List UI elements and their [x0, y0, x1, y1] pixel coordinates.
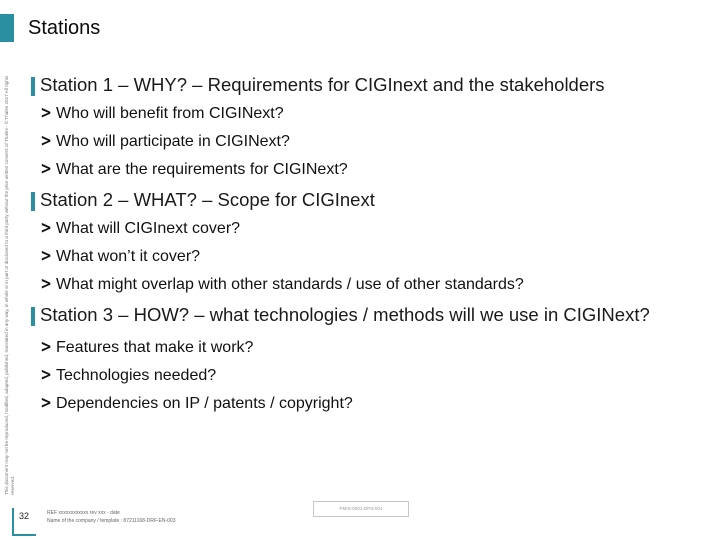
page-title: Stations: [28, 17, 101, 39]
bullet-text: What will CIGInext cover?: [56, 220, 241, 237]
chevron-right-icon: >: [40, 218, 52, 238]
bullet-item: [28, 275, 708, 294]
bullet-text: What might overlap with other standards / use of other standards?: [56, 276, 524, 293]
chevron-right-icon: >: [40, 393, 52, 413]
section-heading-text: Station 2 – WHAT? – Scope for CIGInext: [40, 189, 375, 210]
title-accent-bar: [0, 14, 14, 42]
bullet-item: [28, 132, 708, 151]
slide-content: [28, 74, 708, 413]
chevron-right-icon: >: [40, 274, 52, 294]
bullet-item: [28, 219, 708, 238]
bullet-text: What are the requirements for CIGINext?: [56, 161, 348, 178]
bullet-item: [28, 160, 708, 179]
bullet-text: What won’t it cover?: [56, 248, 201, 265]
bullet-text: Features that make it work?: [56, 339, 254, 356]
chevron-right-icon: >: [40, 246, 52, 266]
page-number: 32: [19, 511, 30, 521]
heading-marker: [31, 77, 35, 96]
bullet-text: Dependencies on IP / patents / copyright?: [56, 395, 353, 412]
chevron-right-icon: >: [40, 365, 52, 385]
bullet-item: [28, 366, 708, 385]
section-heading-text: Station 3 – HOW? – what technologies / methods will we use in CIGINext?: [40, 304, 650, 325]
chevron-right-icon: >: [40, 337, 52, 357]
chevron-right-icon: >: [40, 131, 52, 151]
bullet-text: Technologies needed?: [56, 367, 217, 384]
bullet-item: [28, 338, 708, 357]
chevron-right-icon: >: [40, 103, 52, 123]
bullet-text: Who will benefit from CIGINext?: [56, 105, 284, 122]
copyright-side-note: This document may not be reproduced, modified, adapted, published, translated in any way, in whole or in part or disclosed to a third party without the prior written consent of Thales - © Thales 2017 All rights reserved.: [4, 75, 15, 495]
footer-reference: [47, 509, 176, 525]
document-code-box: PMIS-0001-DPS-001: [313, 501, 409, 517]
bullet-item: [28, 104, 708, 123]
footer-ref-line: REF xxxxxxxxxxxx rev xxx - date: [47, 510, 120, 516]
section-heading-station-1: [28, 74, 708, 96]
footer-template-line: Name of the company / template : 87211168-DRF-EN-003: [47, 518, 176, 524]
section-heading-text: Station 1 – WHY? – Requirements for CIGInext and the stakeholders: [40, 74, 605, 95]
section-heading-station-3: [28, 304, 708, 326]
heading-marker: [31, 192, 35, 211]
section-heading-station-2: [28, 189, 708, 211]
bullet-item: [28, 394, 708, 413]
heading-marker: [31, 307, 35, 326]
chevron-right-icon: >: [40, 159, 52, 179]
bullet-text: Who will participate in CIGINext?: [56, 133, 290, 150]
bullet-item: [28, 247, 708, 266]
